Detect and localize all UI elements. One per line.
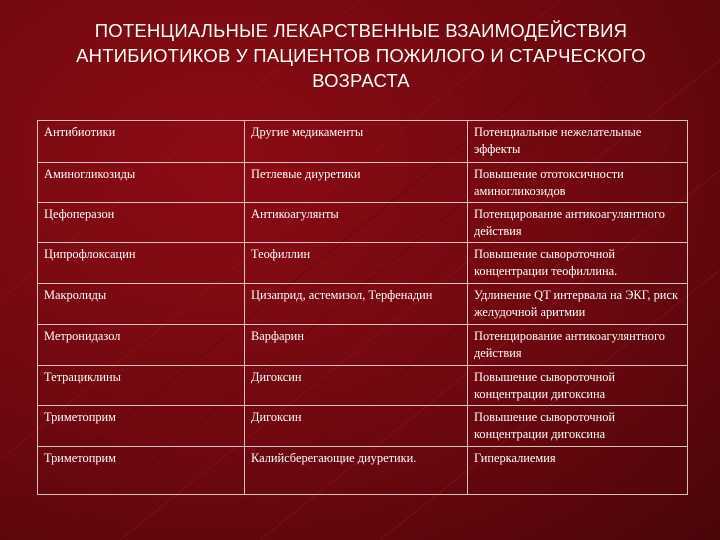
table-row (38, 203, 688, 243)
table-row (38, 243, 688, 284)
header-other-drugs: Другие медикаменты (245, 121, 468, 163)
cell-other-drug: Дигоксин (245, 406, 468, 447)
table-row (38, 366, 688, 406)
cell-effect: Повышение сывороточной концентрации теофиллина. (468, 243, 688, 284)
table-row (38, 406, 688, 447)
cell-other-drug: Калийсберегающие диуретики. (245, 447, 468, 495)
cell-other-drug: Теофиллин (245, 243, 468, 284)
cell-other-drug: Дигоксин (245, 366, 468, 406)
table-row (38, 284, 688, 325)
cell-antibiotic: Цефоперазон (38, 203, 245, 243)
cell-effect: Повышение ототоксичности аминогликозидов (468, 163, 688, 203)
cell-antibiotic: Триметоприм (38, 447, 245, 495)
cell-other-drug: Варфарин (245, 325, 468, 366)
table-header-row (38, 121, 688, 163)
cell-antibiotic: Аминогликозиды (38, 163, 245, 203)
cell-antibiotic: Ципрофлоксацин (38, 243, 245, 284)
header-adverse-effects: Потенциальные нежелательные эффекты (468, 121, 688, 163)
interactions-table (37, 120, 688, 495)
slide-title-line-3: ВОЗРАСТА (312, 70, 410, 91)
cell-antibiotic: Триметоприм (38, 406, 245, 447)
slide-title-line-1: ПОТЕНЦИАЛЬНЫЕ ЛЕКАРСТВЕННЫЕ ВЗАИМОДЕЙСТВИЯ (94, 20, 628, 41)
slide-title (30, 18, 692, 93)
cell-effect: Потенцирование антикоагулянтного действия (468, 203, 688, 243)
cell-antibiotic: Метронидазол (38, 325, 245, 366)
cell-other-drug: Цизаприд, астемизол, Терфенадин (245, 284, 468, 325)
table-row (38, 325, 688, 366)
cell-effect: Потенцирование антикоагулянтного действия (468, 325, 688, 366)
cell-effect: Повышение сывороточной концентрации дигоксина (468, 366, 688, 406)
cell-antibiotic: Тетрациклины (38, 366, 245, 406)
cell-other-drug: Петлевые диуретики (245, 163, 468, 203)
slide-title-line-2: АНТИБИОТИКОВ У ПАЦИЕНТОВ ПОЖИЛОГО И СТАРЧЕСКОГО (76, 45, 646, 66)
header-antibiotics: Антибиотики (38, 121, 245, 163)
cell-effect: Повышение сывороточной концентрации дигоксина (468, 406, 688, 447)
table-row (38, 447, 688, 495)
cell-antibiotic: Макролиды (38, 284, 245, 325)
cell-effect: Гиперкалиемия (468, 447, 688, 495)
cell-other-drug: Антикоагулянты (245, 203, 468, 243)
table-row (38, 163, 688, 203)
cell-effect: Удлинение QT интервала на ЭКГ, риск желудочной аритмии (468, 284, 688, 325)
